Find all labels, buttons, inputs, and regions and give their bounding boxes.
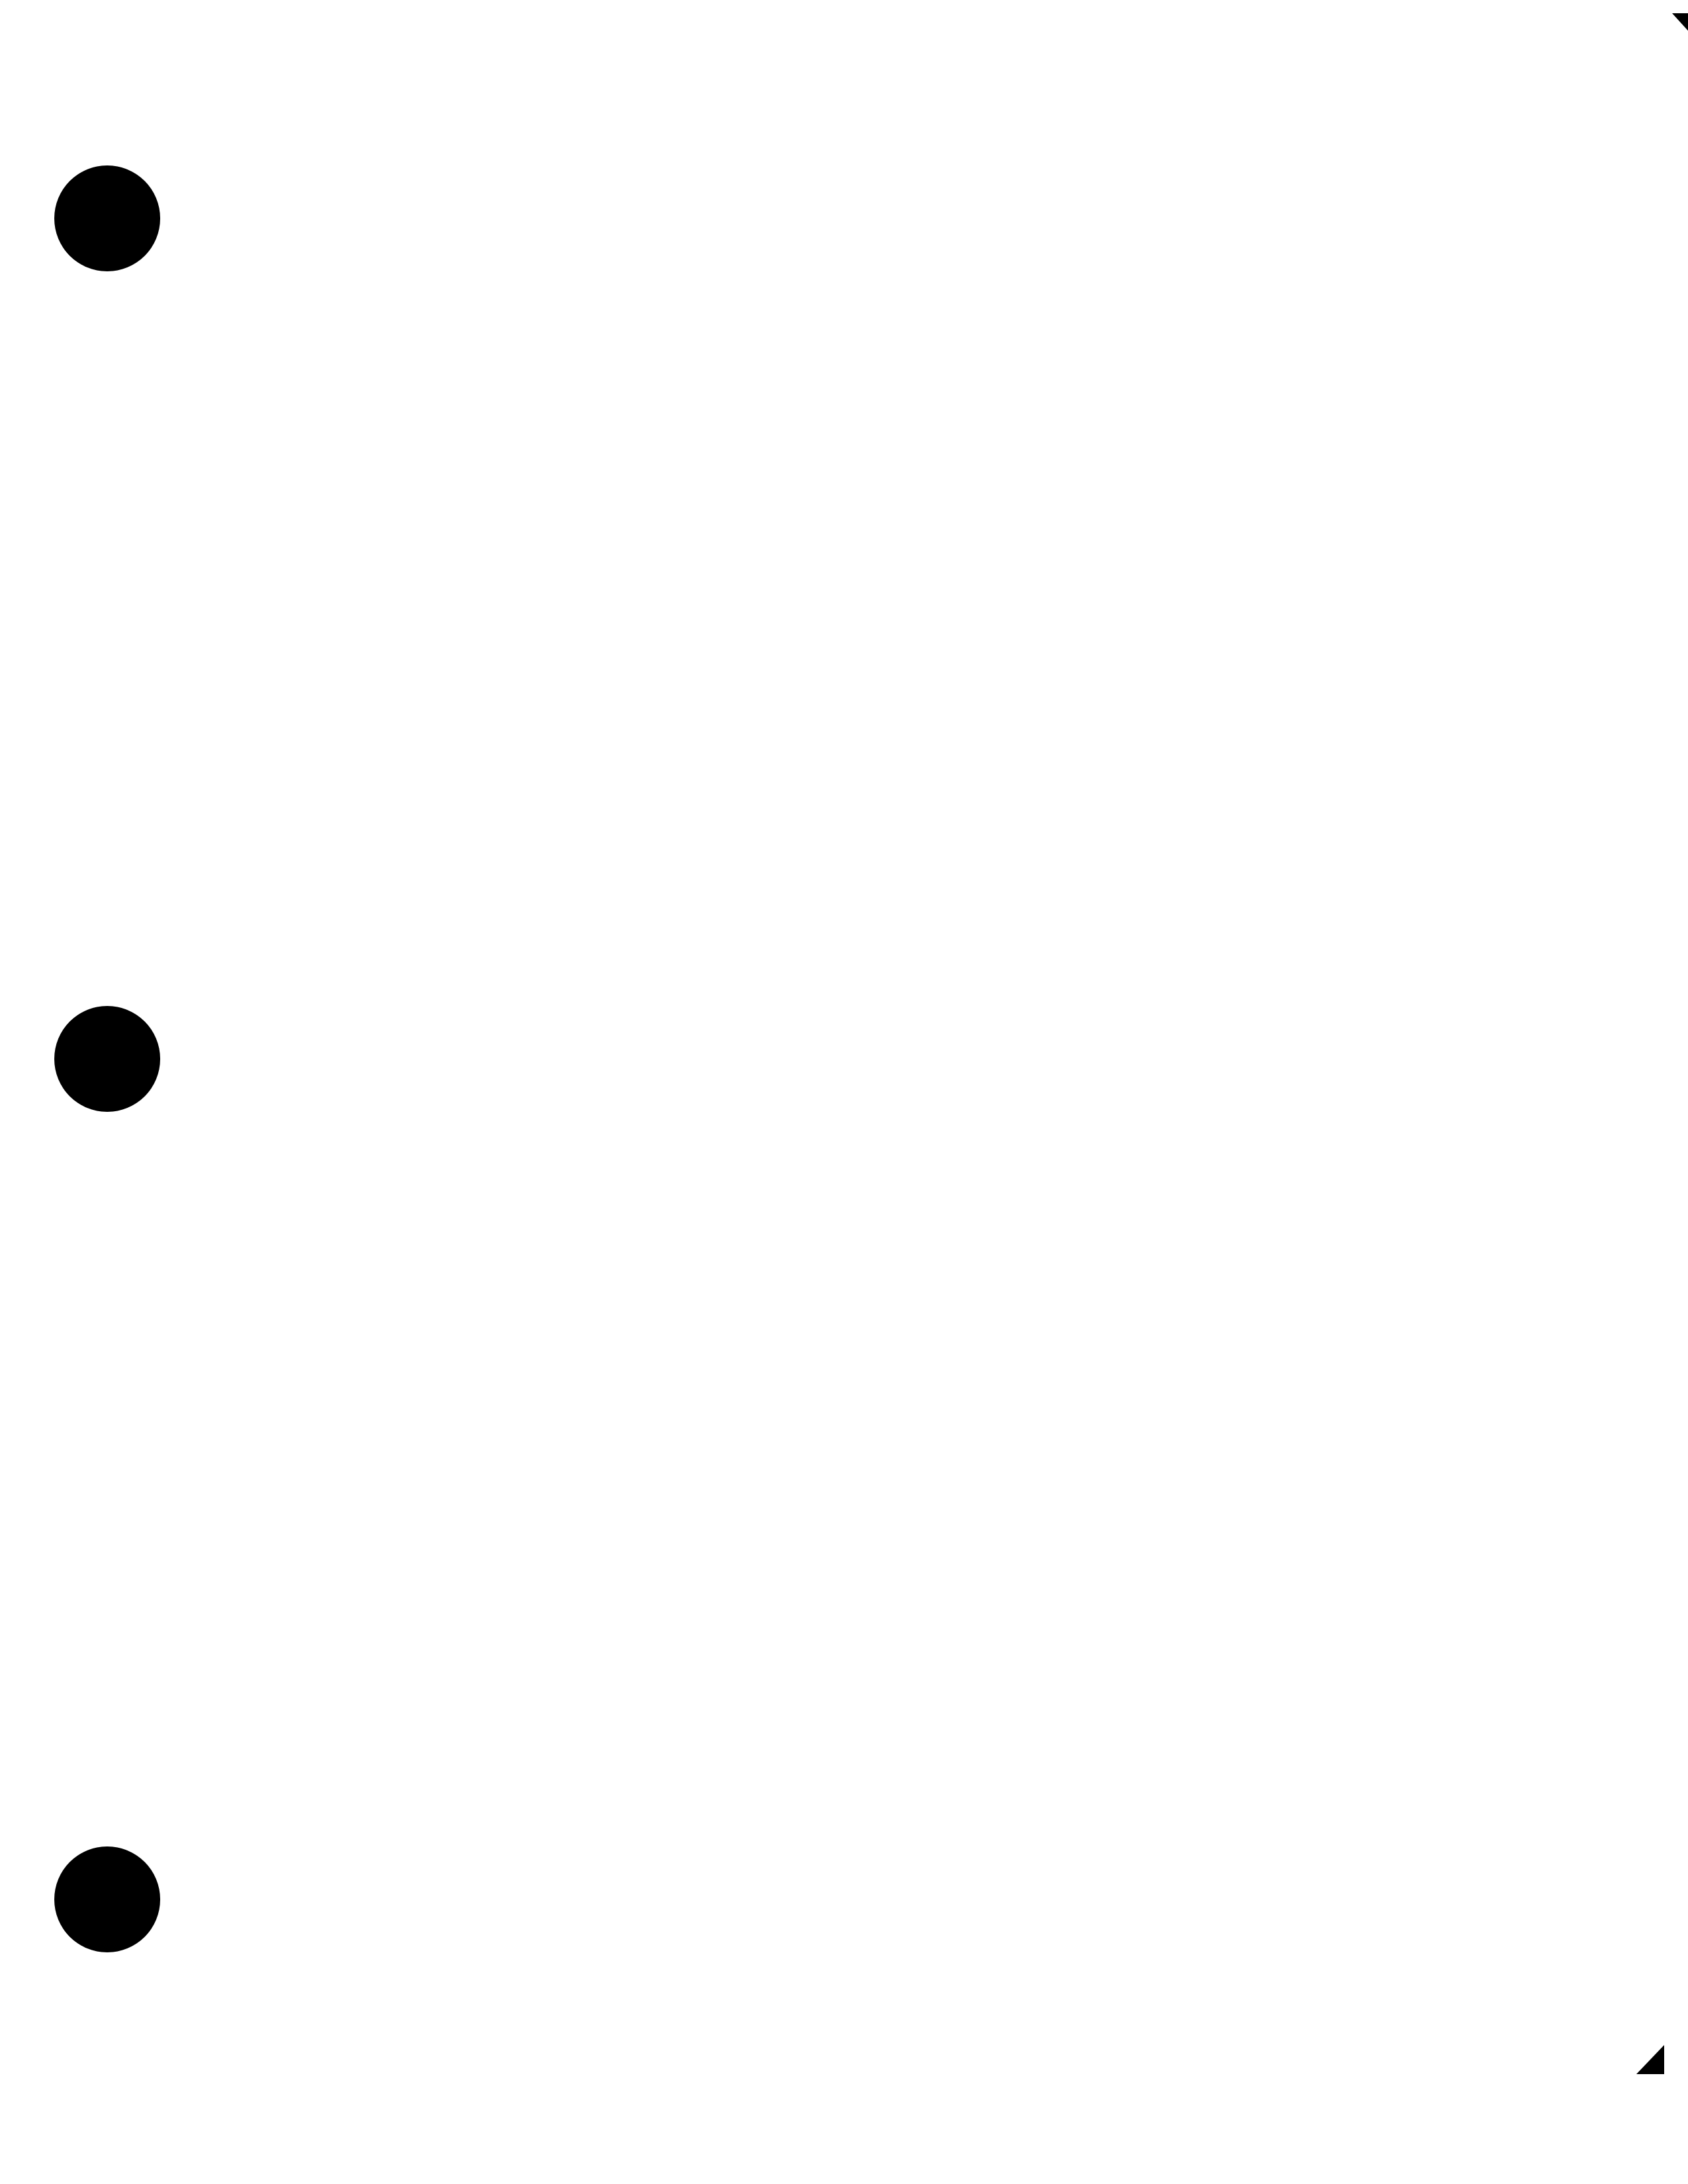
binder-hole (54, 1846, 160, 1952)
corner-mark-icon (1636, 2045, 1664, 2074)
binder-hole (54, 165, 160, 271)
binder-hole (54, 1006, 160, 1112)
